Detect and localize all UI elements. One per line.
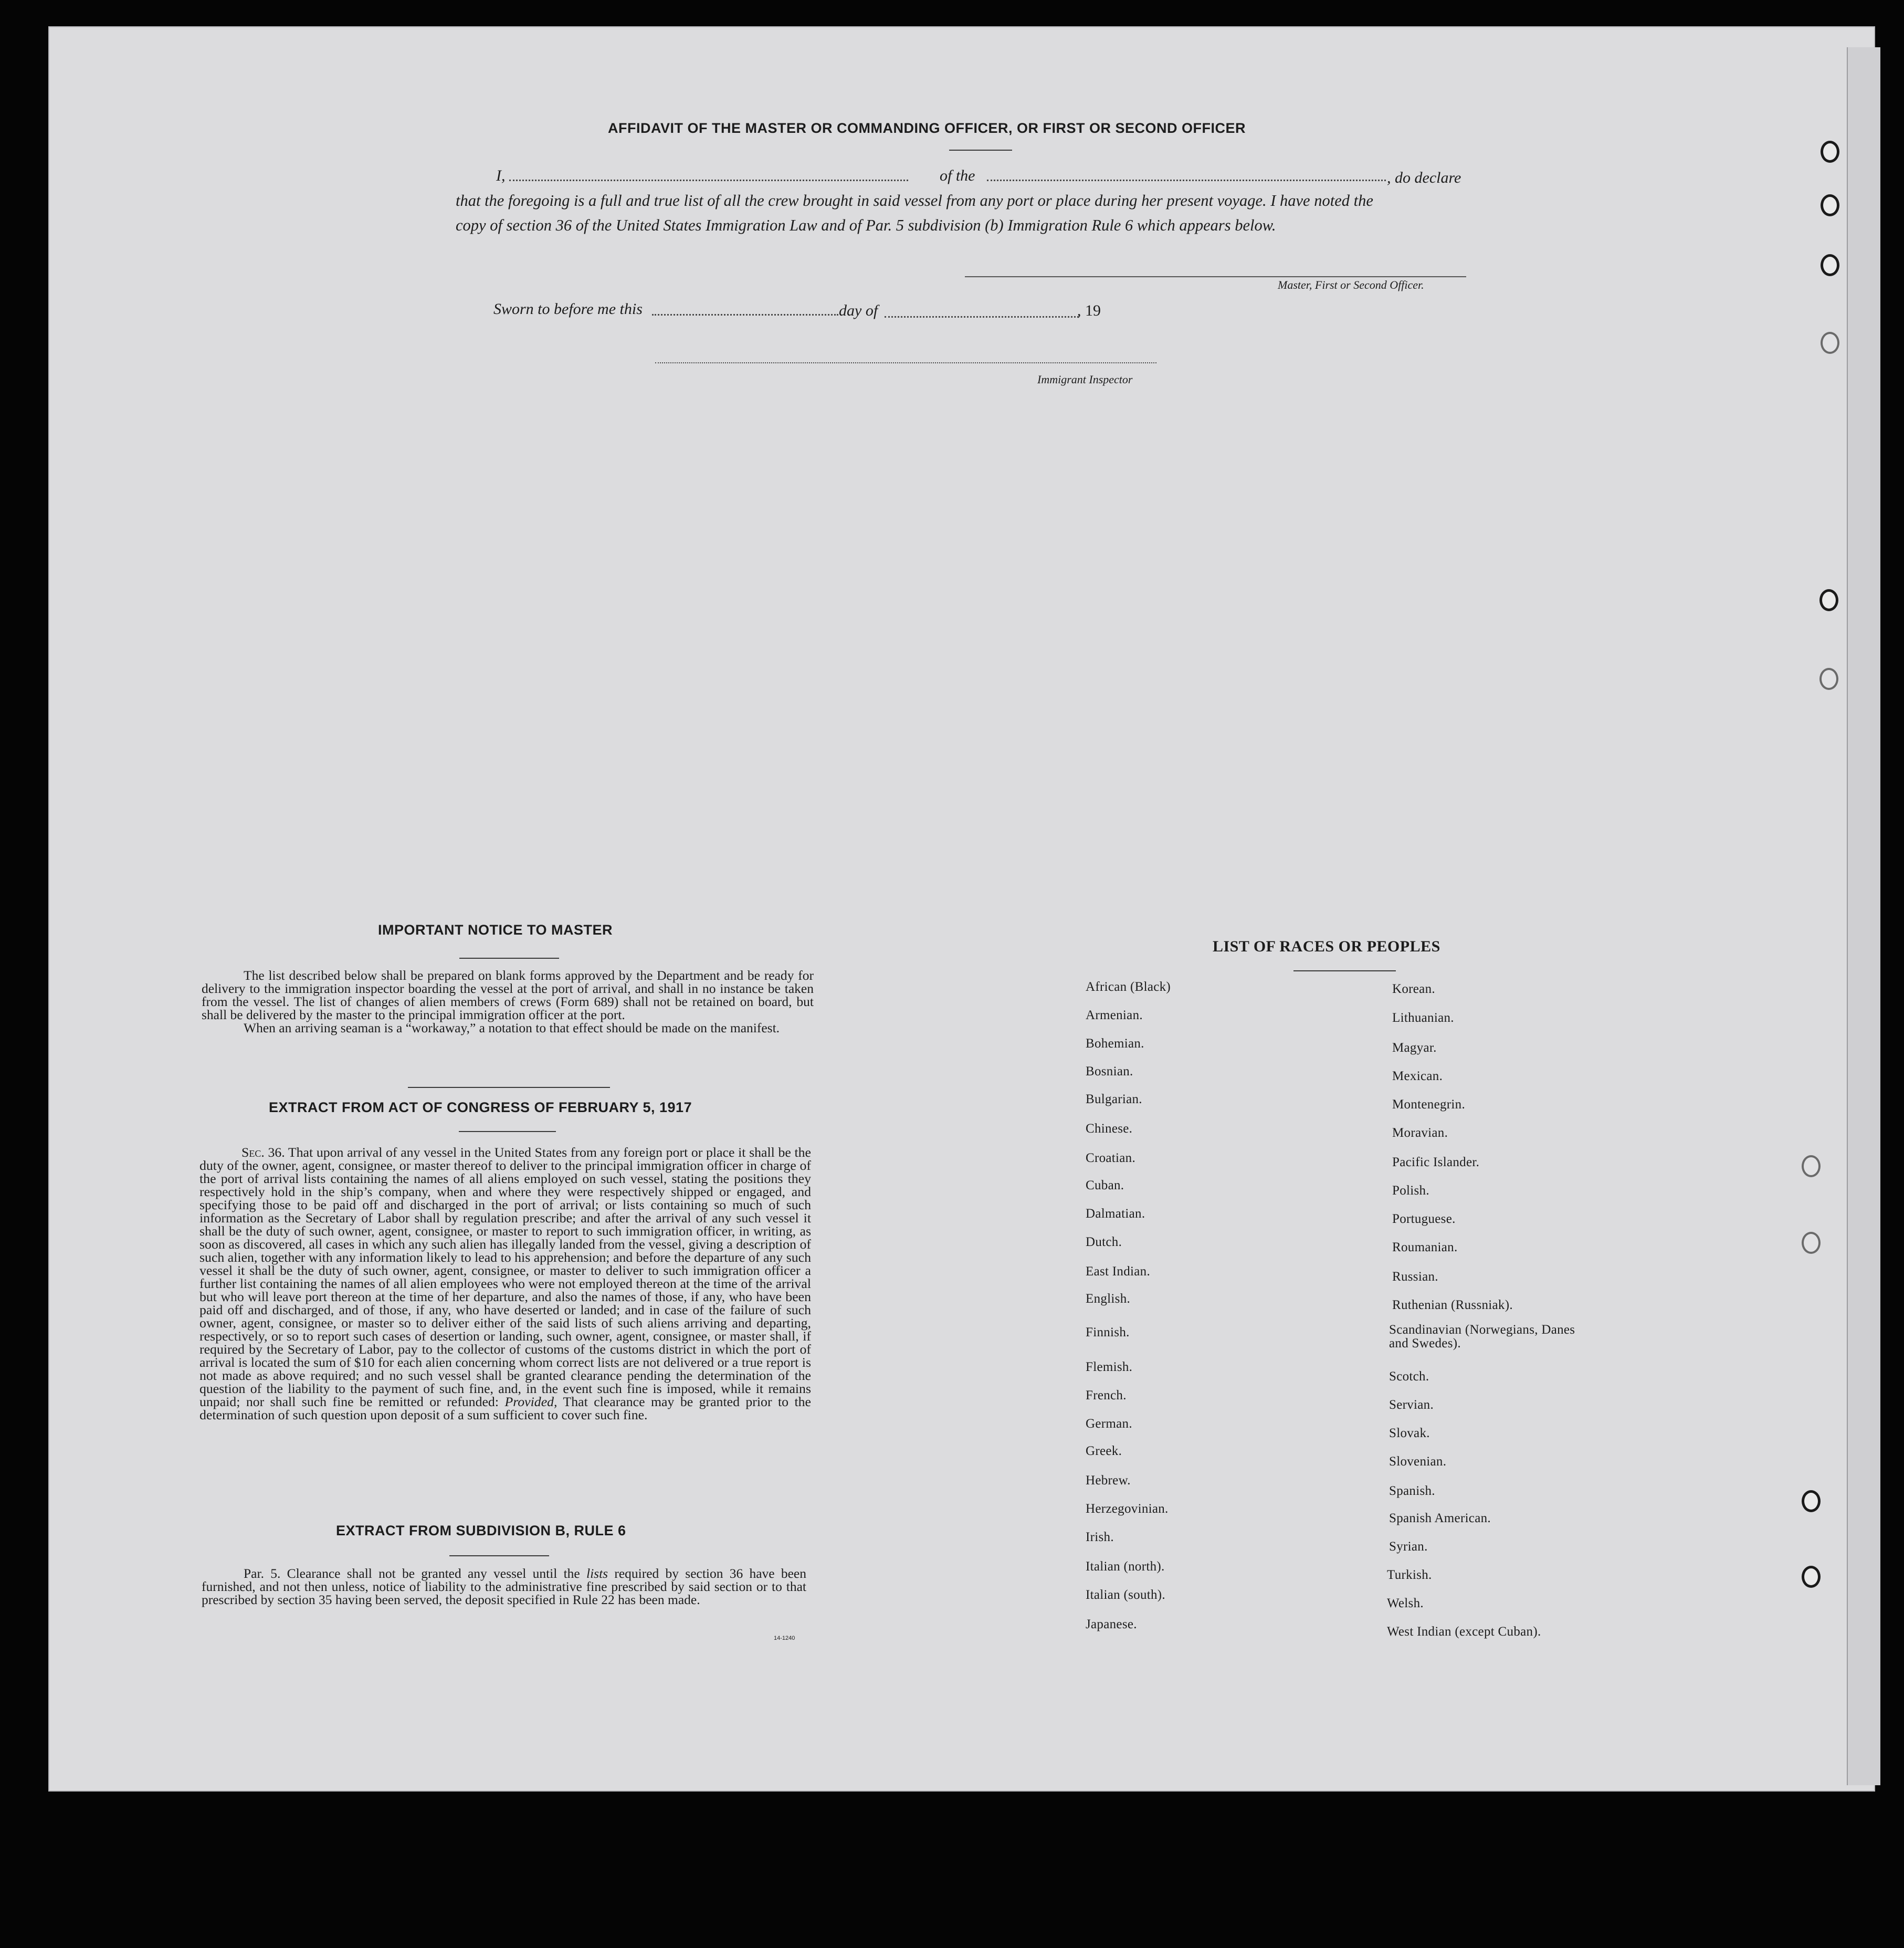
affidavit-line-2: that the foregoing is a full and true list of all the crew brought in said vessel from any port or place during her present voyage. I have noted the xyxy=(456,192,1373,210)
punch-hole xyxy=(1802,1566,1821,1588)
punch-hole xyxy=(1802,1232,1821,1254)
rule-extract-title: EXTRACT FROM SUBDIVISION B, RULE 6 xyxy=(336,1523,626,1538)
sworn-month-field[interactable] xyxy=(885,316,1079,318)
act-extract-title: EXTRACT FROM ACT OF CONGRESS OF FEBRUARY 5, 1917 xyxy=(269,1099,692,1115)
race-item: Cuban. xyxy=(1086,1178,1124,1192)
race-item: German. xyxy=(1086,1417,1132,1431)
affidavit-declare: , do declare xyxy=(1387,169,1461,186)
form-sheet xyxy=(48,26,1875,1792)
race-item: Bulgarian. xyxy=(1086,1092,1142,1106)
race-item: Greek. xyxy=(1086,1444,1122,1458)
race-item: Armenian. xyxy=(1086,1008,1143,1022)
inspector-signature-field[interactable] xyxy=(655,362,1156,363)
race-item: French. xyxy=(1086,1388,1127,1402)
race-item: Montenegrin. xyxy=(1392,1097,1465,1112)
section-36-text: That upon arrival of any vessel in the United States from any foreign port or place it shall be the duty of the owner, agent, consignee, or master thereof to deliver to the principal immigration officer in charge of the port of arrival lists containing the names of all aliens employed on such vessel, stating the positions they respectively hold in the ship’s company, when and where they were respectively shipped or engaged, and specifying those to be paid off and discharged in the port of arrival; or lists containing so much of such information as the Secretary of Labor shall by regulation prescribe; and after the arrival of any such vessel it shall be the duty of such owner, agent, consignee, or master to report to such immigration officer, in writing, as soon as discovered, all cases in which any such alien has illegally landed from the vessel, giving a description of such alien, together with any information likely to lead to his apprehension; and before the departure of any such vessel it shall be the duty of such owner, agent, consignee, or master to deliver to such immigration officer a further list containing the names of all alien employees who were not employed thereon at the time of the arrival but who will leave port thereon at the time of her departure, and also the names of those, if any, who have been paid off and discharged, and of those, if any, who have deserted or landed; and in case of the failure of such owner, agent, consignee, or master so to deliver either of the said lists of such aliens arriving and departing, respectively, or so to report such cases of desertion or landing, such owner, agent, consignee, or master shall, if required by the Secretary of Labor, pay to the collector of customs of the customs district in which the port of arrival is located the sum of $10 for each alien concerning whom correct lists are not delivered or a true report is not made as above required; and no such vessel shall be granted clearance pending the determination of the question of the liability to the payment of such fine, and, in the event such fine is imposed, while it remains unpaid; nor shall such fine be remitted or refunded: xyxy=(199,1145,811,1409)
race-item: Scotch. xyxy=(1389,1369,1429,1384)
race-item: Magyar. xyxy=(1392,1041,1437,1055)
master-signature-line[interactable] xyxy=(965,276,1466,277)
affidavit-line-3: copy of section 36 of the United States Immigration Law and of Par. 5 subdivision (b) Immigration Rule 6 which appears below. xyxy=(456,216,1276,234)
rule-extract-title-rule xyxy=(449,1555,549,1556)
punch-hole xyxy=(1821,194,1839,216)
race-item: Pacific Islander. xyxy=(1392,1155,1480,1169)
race-item: Bohemian. xyxy=(1086,1036,1144,1051)
race-item: Bosnian. xyxy=(1086,1064,1133,1078)
race-item: Mexican. xyxy=(1392,1069,1443,1083)
proviso-word: Provided, xyxy=(504,1394,557,1409)
notice-paragraph-1: The list described below shall be prepared on blank forms approved by the Department and be ready for delivery to the immigration inspector boarding the vessel at the port of arrival, and shall in no instance be taken from the vessel. The list of changes of alien members of crews (Form 689) shall not be retained on board, but shall be delivered by the master to the principal immigration officer at the port. xyxy=(202,968,814,1022)
sworn-year: , 19 xyxy=(1077,302,1101,319)
race-item: Dalmatian. xyxy=(1086,1207,1145,1221)
master-signature-caption: Master, First or Second Officer. xyxy=(1278,278,1424,291)
affiant-name-field[interactable] xyxy=(509,180,908,181)
race-item: Slovenian. xyxy=(1389,1454,1447,1469)
sworn-day-field[interactable] xyxy=(652,314,838,316)
vessel-name-field[interactable] xyxy=(987,180,1386,181)
inspector-caption: Immigrant Inspector xyxy=(1037,373,1133,386)
sheet-edge xyxy=(1847,47,1880,1785)
race-item: Servian. xyxy=(1389,1398,1434,1412)
punch-hole xyxy=(1802,1155,1821,1177)
notice-body xyxy=(202,969,814,1034)
race-item: English. xyxy=(1086,1292,1131,1306)
affidavit-i: I, xyxy=(496,167,506,184)
race-item: Herzegovinian. xyxy=(1086,1502,1169,1516)
race-item: East Indian. xyxy=(1086,1264,1151,1279)
punch-hole xyxy=(1821,254,1839,276)
race-item: Korean. xyxy=(1392,982,1435,996)
proviso-text: That clearance may be granted prior to the determination of such question upon deposit of a sum sufficient to cover such fine. xyxy=(199,1394,812,1422)
race-item: Croatian. xyxy=(1086,1151,1136,1165)
race-item: Scandinavian (Norwegians, Danes and Swedes). xyxy=(1389,1323,1575,1350)
race-item: Spanish. xyxy=(1389,1484,1435,1498)
notice-paragraph-2: When an arriving seaman is a “workaway,” a notation to that effect should be made on the manifest. xyxy=(244,1020,780,1035)
sworn-prefix: Sworn to before me this xyxy=(493,300,643,318)
notice-title: IMPORTANT NOTICE TO MASTER xyxy=(378,922,613,938)
par5-rest: required by section 36 have been furnished, and not then unless, notice of liability to the administrative fine prescribed by said section or to that prescribed by section 35 having been served, the deposit specified in Rule 22 has been made. xyxy=(202,1566,806,1607)
sworn-day-of: day of xyxy=(839,302,878,319)
race-item: West Indian (except Cuban). xyxy=(1387,1625,1541,1639)
race-item: Roumanian. xyxy=(1392,1240,1458,1254)
act-extract-title-rule xyxy=(459,1131,556,1132)
races-title: LIST OF RACES OR PEOPLES xyxy=(1213,938,1440,955)
par5-lists-word: lists xyxy=(586,1566,608,1581)
race-item: Italian (south). xyxy=(1086,1588,1165,1602)
race-item: Slovak. xyxy=(1389,1426,1430,1440)
race-item: Hebrew. xyxy=(1086,1473,1131,1488)
race-item: African (Black) xyxy=(1086,980,1171,994)
par5-start: Par. 5. Clearance shall not be granted any vessel until the xyxy=(244,1566,580,1581)
section-label: Sec. 36. xyxy=(241,1145,285,1160)
race-item: Welsh. xyxy=(1387,1596,1424,1610)
notice-title-rule xyxy=(459,958,559,959)
form-number: 14-1240 xyxy=(774,1635,795,1641)
affidavit-title: AFFIDAVIT OF THE MASTER OR COMMANDING OFFICER, OR FIRST OR SECOND OFFICER xyxy=(608,120,1246,136)
race-item: Moravian. xyxy=(1392,1126,1448,1140)
race-item: Flemish. xyxy=(1086,1360,1133,1374)
race-item: Ruthenian (Russniak). xyxy=(1392,1298,1513,1312)
race-item: Irish. xyxy=(1086,1530,1114,1544)
notice-bottom-rule xyxy=(408,1087,610,1088)
punch-hole xyxy=(1802,1490,1821,1512)
punch-hole xyxy=(1819,589,1838,611)
race-item: Spanish American. xyxy=(1389,1511,1491,1525)
affidavit-title-rule xyxy=(949,150,1012,151)
rule-extract-body xyxy=(202,1567,806,1606)
affidavit-of-the: of the xyxy=(940,167,975,184)
race-item: Japanese. xyxy=(1086,1617,1137,1631)
punch-hole xyxy=(1819,668,1838,690)
race-item: Dutch. xyxy=(1086,1235,1122,1249)
race-item: Russian. xyxy=(1392,1270,1438,1284)
punch-hole xyxy=(1821,141,1839,163)
race-item: Turkish. xyxy=(1387,1568,1432,1582)
punch-hole xyxy=(1821,332,1839,354)
race-item: Lithuanian. xyxy=(1392,1011,1454,1025)
race-item: Syrian. xyxy=(1389,1539,1428,1554)
races-title-rule xyxy=(1293,970,1396,971)
race-item: Chinese. xyxy=(1086,1122,1133,1136)
act-extract-body xyxy=(199,1146,811,1421)
race-item: Italian (north). xyxy=(1086,1559,1165,1574)
race-item: Finnish. xyxy=(1086,1325,1130,1339)
race-item: Portuguese. xyxy=(1392,1212,1456,1226)
race-item: Polish. xyxy=(1392,1184,1429,1198)
